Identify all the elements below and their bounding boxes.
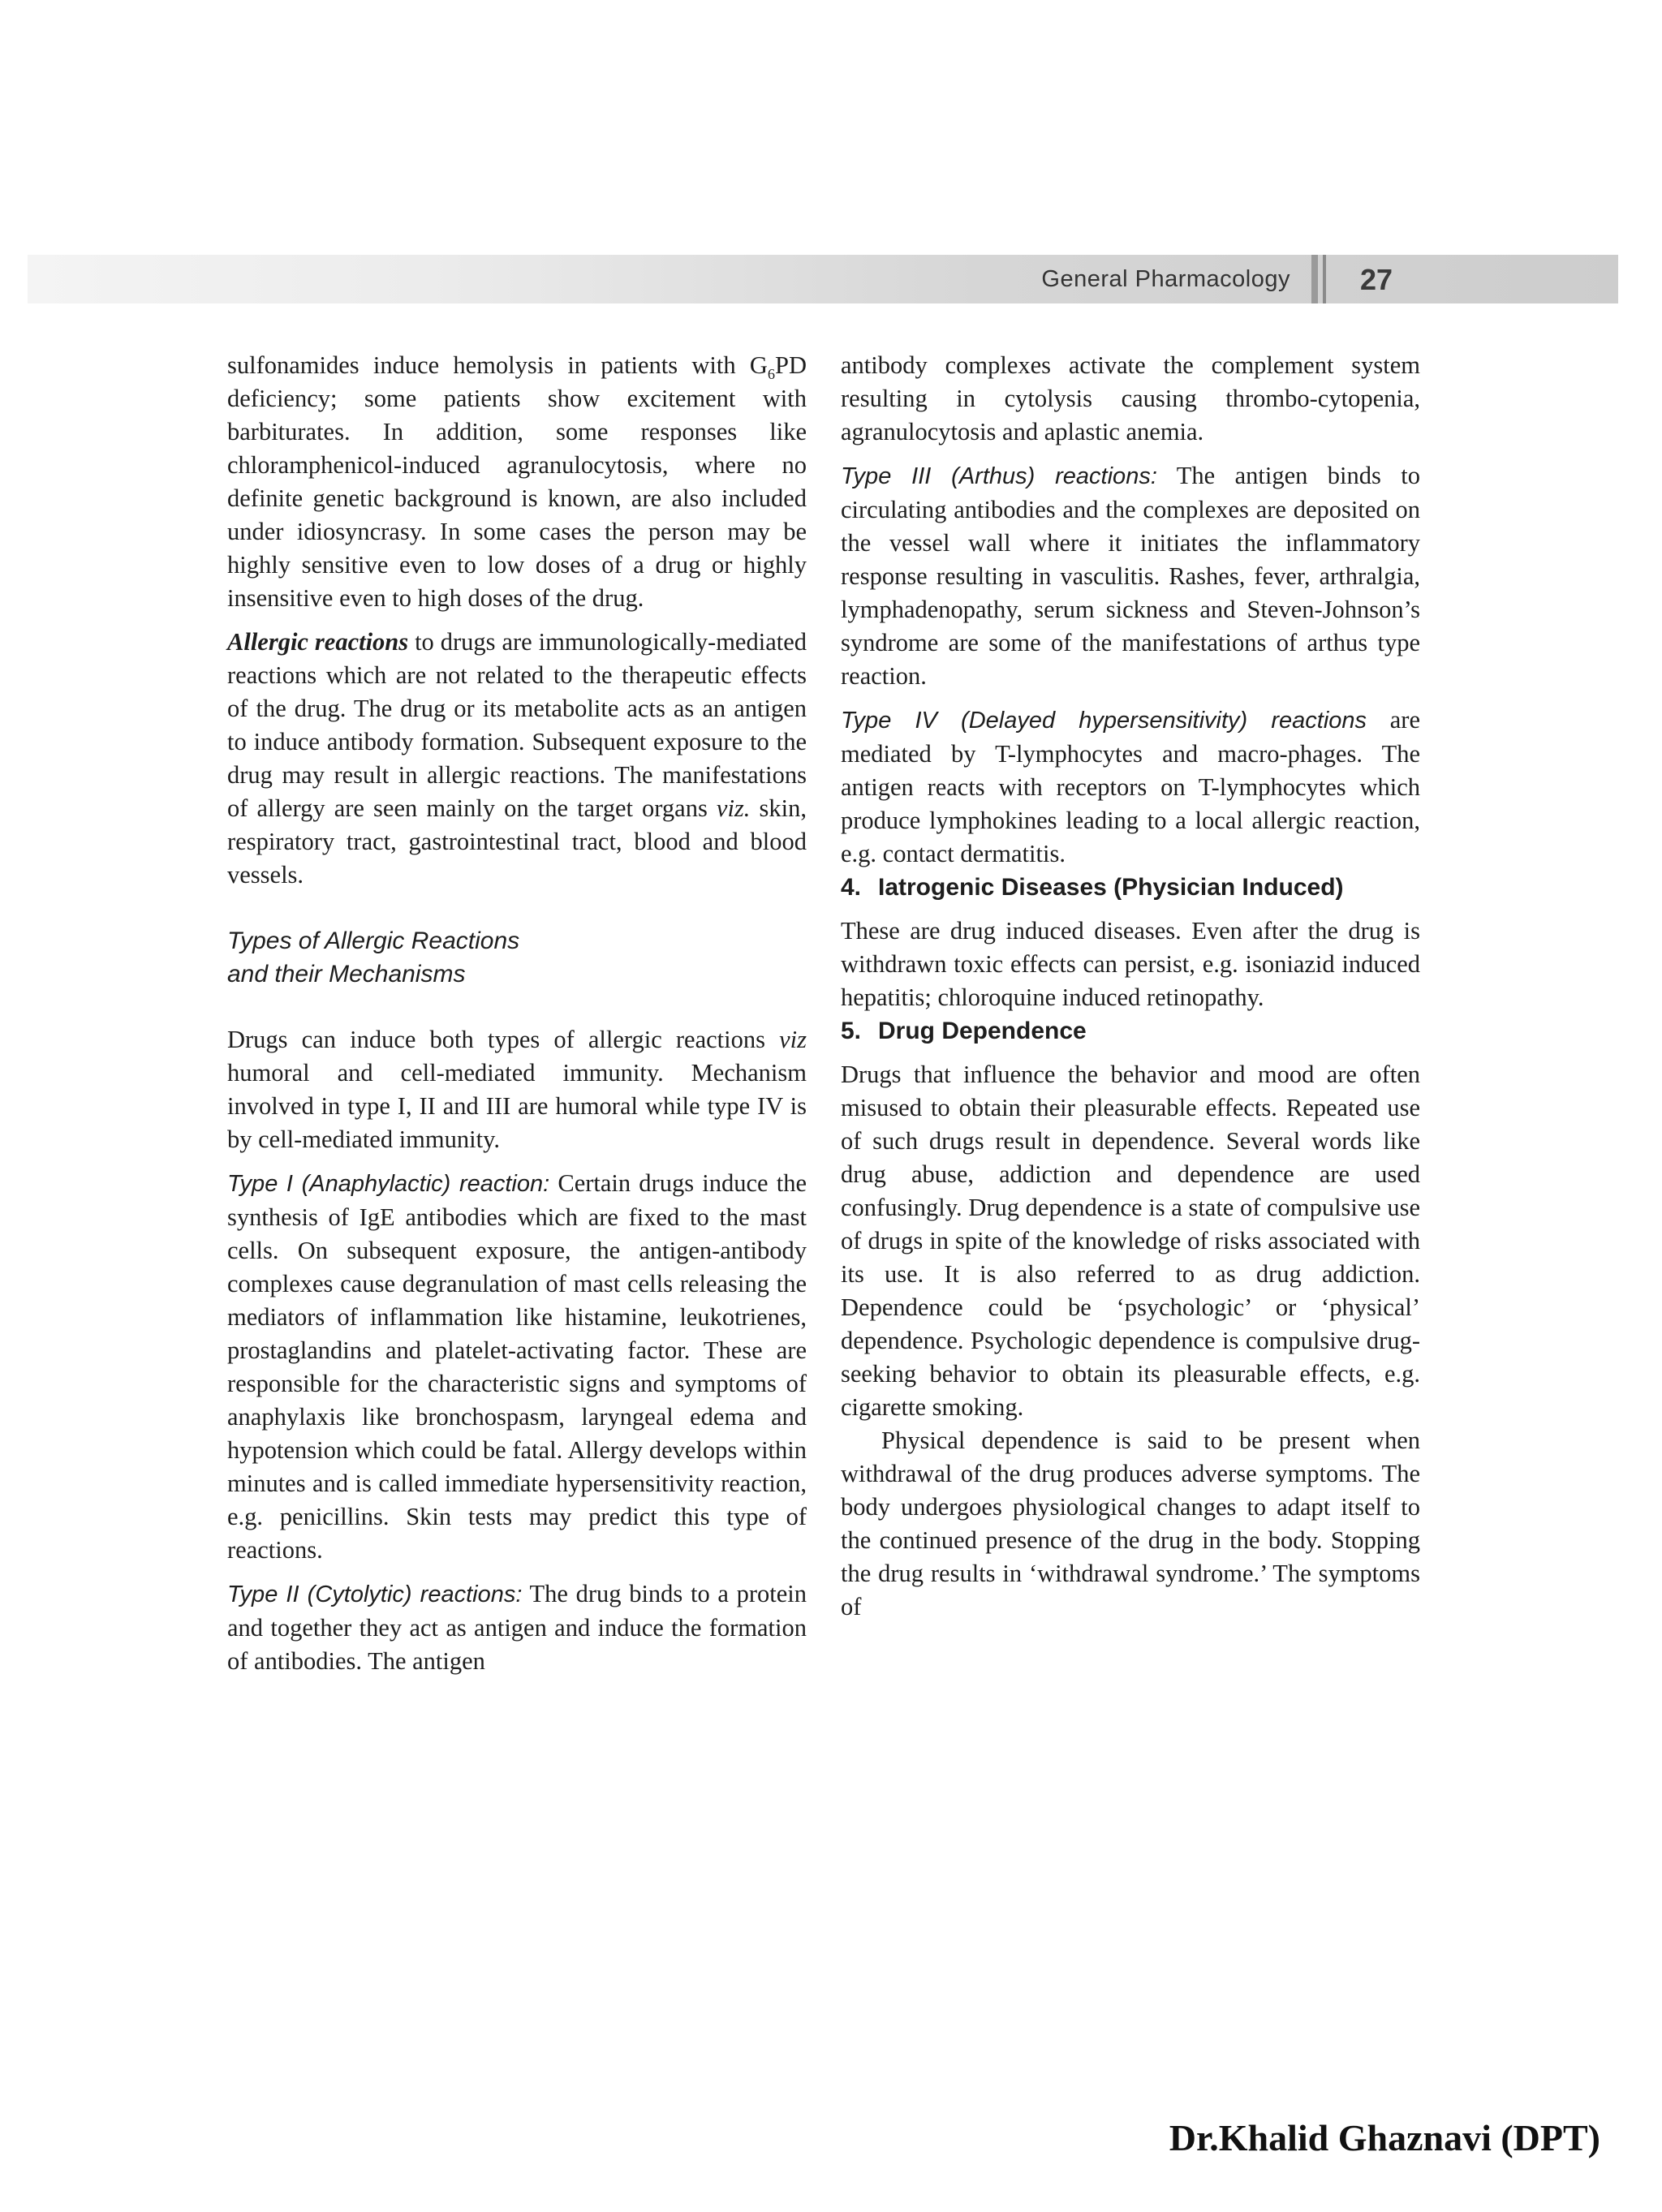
paragraph-physical-dependence: Physical dependence is said to be present when withdrawal of the drug produces adverse symptoms. The body undergoes physiological changes to adapt itself to the continued presence of the drug in the body. Stopping the drug results in ‘withdrawal syndrome.’ The symptoms of (841, 1427, 1420, 1620)
paragraph-idiosyncrasy: sulfonamides induce hemolysis in patients with $G_6PD$ deficiency; some patients show excitement with barbiturates. In addition, some responses like chloramphenicol-induced agranulocytosis, where no definite genetic background is known, are also included under idiosyncrasy. In some cases the person may be highly sensitive even to low doses of a drug or highly insensitive even to high doses of the drug. (227, 351, 807, 612)
term-type-4: Type IV (Delayed hypersensitivity) reactions (841, 708, 1367, 734)
paragraph-allergic-types-intro: Drugs can induce both types of allergic reactions viz humoral and cell-mediated immunity. Mechanism involved in type I, II and III are humoral while type IV is by cell-mediated immunity. (227, 1026, 807, 1153)
left-column (227, 349, 807, 1678)
paragraph-type-2-continued: antibody complexes activate the complement system resulting in cytolysis causing thrombo-cytopenia, agranulocytosis and aplastic anemia. (841, 351, 1420, 445)
section-heading-drug-dependence: 5. Drug Dependence (841, 1018, 1087, 1044)
author-watermark: Dr.Khalid Ghaznavi (DPT) (1169, 2117, 1600, 2158)
right-column (841, 349, 1420, 1624)
subheading-types-of-allergic-reactions: Types of Allergic Reactions and their Mechanisms (227, 927, 520, 988)
header-divider (1323, 255, 1326, 303)
paragraph-type-3: Type III (Arthus) reactions: The antigen binds to circulating antibodies and the complexes are deposited on the vessel wall where it initiates the inflammatory response resulting in vasculitis. Rashes, fever, arthralgia, lymphadenopathy, serum sickness and Steven-Johnson’s syndrome are some of the manifestations of arthus type reaction. (841, 462, 1420, 690)
section-heading-iatrogenic: 4. Iatrogenic Diseases (Physician Induced) (841, 874, 1344, 901)
paragraph-allergic-reactions: Allergic reactions to drugs are immunologically-mediated reactions which are not related to the therapeutic effects of the drug. The drug or its metabolite acts as an antigen to induce antibody formation. Subsequent exposure to the drug may result in allergic reactions. The manifestations of allergy are seen mainly on the target organs viz. skin, respiratory tract, gastrointestinal tract, blood and blood vessels. (227, 628, 807, 889)
paragraph-drug-dependence: Drugs that influence the behavior and mood are often misused to obtain their pleasurable effects. Repeated use of such drugs result in dependence. Several words like drug abuse, addiction and dependence are used confusingly. Drug dependence is a state of compulsive use of drugs in spite of the knowledge of risks associated with its use. It is also referred to as drug addiction. Dependence could be ‘psychologic’ or ‘physical’ dependence. Psychologic dependence is compulsive drug-seeking behavior to obtain its pleasurable effects, e.g. cigarette smoking. (841, 1061, 1420, 1421)
page-number: 27 (1360, 263, 1393, 296)
running-header-title: General Pharmacology (1041, 266, 1290, 292)
paragraph-iatrogenic: These are drug induced diseases. Even after the drug is withdrawn toxic effects can persist, e.g. isoniazid induced hepatitis; chloroquine induced retinopathy. (841, 917, 1420, 1011)
term-type-3: Type III (Arthus) reactions: (841, 463, 1157, 489)
paragraph-type-2: Type II (Cytolytic) reactions: The drug binds to a protein and together they act as antigen and induce the formation of antibodies. The antigen (227, 1580, 807, 1675)
term-allergic-reactions: Allergic reactions (227, 628, 409, 656)
term-type-1: Type I (Anaphylactic) reaction: (227, 1171, 550, 1197)
term-type-2: Type II (Cytolytic) reactions: (227, 1582, 523, 1607)
header-divider (1311, 255, 1318, 303)
paragraph-type-4: Type IV (Delayed hypersensitivity) reactions are mediated by T-lymphocytes and macro-phages. The antigen reacts with receptors on T-lymphocytes which produce lymphokines leading to a local allergic reaction, e.g. contact dermatitis. (841, 706, 1421, 867)
paragraph-type-1: Type I (Anaphylactic) reaction: Certain drugs induce the synthesis of IgE antibodies which are fixed to the mast cells. On subsequent exposure, the antigen-antibody complexes cause degranulation of mast cells releasing the mediators of inflammation like histamine, leukotrienes, prostaglandins and platelet-activating factor. These are responsible for the characteristic signs and symptoms of anaphylaxis like bronchospasm, laryngeal edema and hypotension which could be fatal. Allergy develops within minutes and is called immediate hypersensitivity reaction, e.g. penicillins. Skin tests may predict this type of reactions. (227, 1169, 807, 1564)
